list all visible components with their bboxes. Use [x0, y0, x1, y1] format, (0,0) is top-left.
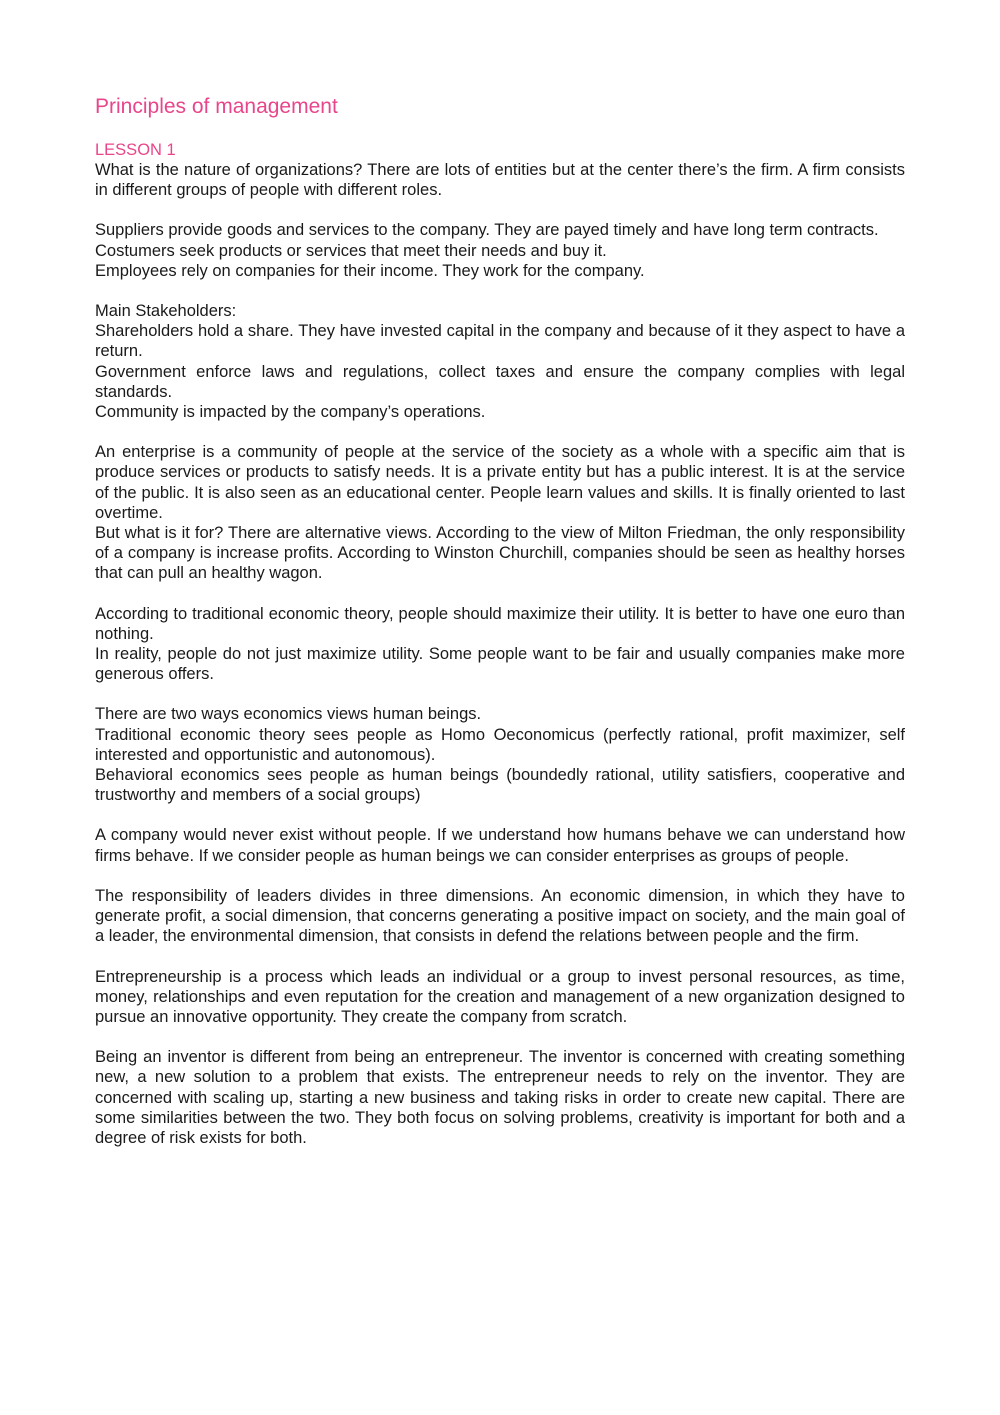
paragraph: Costumers seek products or services that meet their needs and buy it. — [95, 241, 607, 260]
paragraph: The responsibility of leaders divides in three dimensions. An economic dimension, in which they have to generate profit, a social dimension, that concerns generating a positive impact on society, and the main goal of a leader, the environmental dimension, that consists in defend the relations between people and the firm. — [95, 886, 905, 946]
paragraph-block — [95, 604, 905, 685]
paragraph: Government enforce laws and regulations, collect taxes and ensure the company complies with legal standards. — [95, 362, 905, 401]
paragraph-block — [95, 301, 905, 422]
document-page — [95, 93, 905, 1168]
paragraph: But what is it for? There are alternative views. According to the view of Milton Friedman, the only responsibility of a company is increase profits. According to Winston Churchill, companies should be seen as healthy horses that can pull an healthy wagon. — [95, 524, 905, 583]
paragraph: An enterprise is a community of people at the service of the society as a whole with a specific aim that is produce services or products to satisfy needs. It is a private entity but has a public interest. It is at the service of the public. It is also seen as an educational center. People learn values and skills. It is finally oriented to last overtime. — [95, 443, 905, 522]
paragraph-block — [95, 220, 905, 281]
paragraph-block — [95, 967, 905, 1028]
paragraph: Entrepreneurship is a process which leads an individual or a group to invest personal resources, as time, money, relationships and even reputation for the creation and management of a new organization designed to pursue an innovative opportunity. They create the company from scratch. — [95, 967, 905, 1026]
paragraph: In reality, people do not just maximize utility. Some people want to be fair and usually companies make more generous offers. — [95, 645, 905, 684]
paragraph-block — [95, 160, 905, 200]
paragraph: Community is impacted by the company’s operations. — [95, 403, 486, 422]
paragraph: Shareholders hold a share. They have invested capital in the company and because of it they aspect to have a return. — [95, 322, 905, 361]
paragraph: What is the nature of organizations? There are lots of entities but at the center there’s the firm. A firm consists in different groups of people with different roles. — [95, 161, 905, 200]
paragraph: Being an inventor is different from being an entrepreneur. The inventor is concerned with creating something new, a new solution to a problem that exists. The entrepreneur needs to rely on the inventor. They are concerned with scaling up, starting a new business and taking risks in order to create new capital. There are some similarities between the two. They both focus on solving problems, creativity is important for both and a degree of risk exists for both. — [95, 1048, 905, 1147]
paragraph-block — [95, 886, 905, 947]
paragraph: Employees rely on companies for their income. They work for the company. — [95, 261, 645, 280]
paragraph-block — [95, 1047, 905, 1148]
paragraph-block — [95, 704, 905, 805]
paragraph: Main Stakeholders: — [95, 302, 237, 321]
document-title: Principles of management — [95, 95, 338, 118]
paragraph-block — [95, 442, 905, 583]
lesson-heading: LESSON 1 — [95, 141, 176, 159]
paragraph: According to traditional economic theory, people should maximize their utility. It is better to have one euro than nothing. — [95, 604, 905, 643]
paragraph: Behavioral economics sees people as human beings (boundedly rational, utility satisfiers, cooperative and trustworthy and members of a social groups) — [95, 766, 905, 805]
paragraph-block — [95, 825, 905, 865]
paragraph: A company would never exist without people. If we understand how humans behave we can understand how firms behave. If we consider people as human beings we can consider enterprises as groups of people. — [95, 826, 905, 865]
paragraph: Suppliers provide goods and services to the company. They are payed timely and have long term contracts. — [95, 221, 879, 240]
paragraph: Traditional economic theory sees people as Homo Oeconomicus (perfectly rational, profit maximizer, self interested and opportunistic and autonomous). — [95, 725, 905, 764]
paragraph: There are two ways economics views human beings. — [95, 705, 482, 724]
document-body — [95, 160, 905, 1148]
